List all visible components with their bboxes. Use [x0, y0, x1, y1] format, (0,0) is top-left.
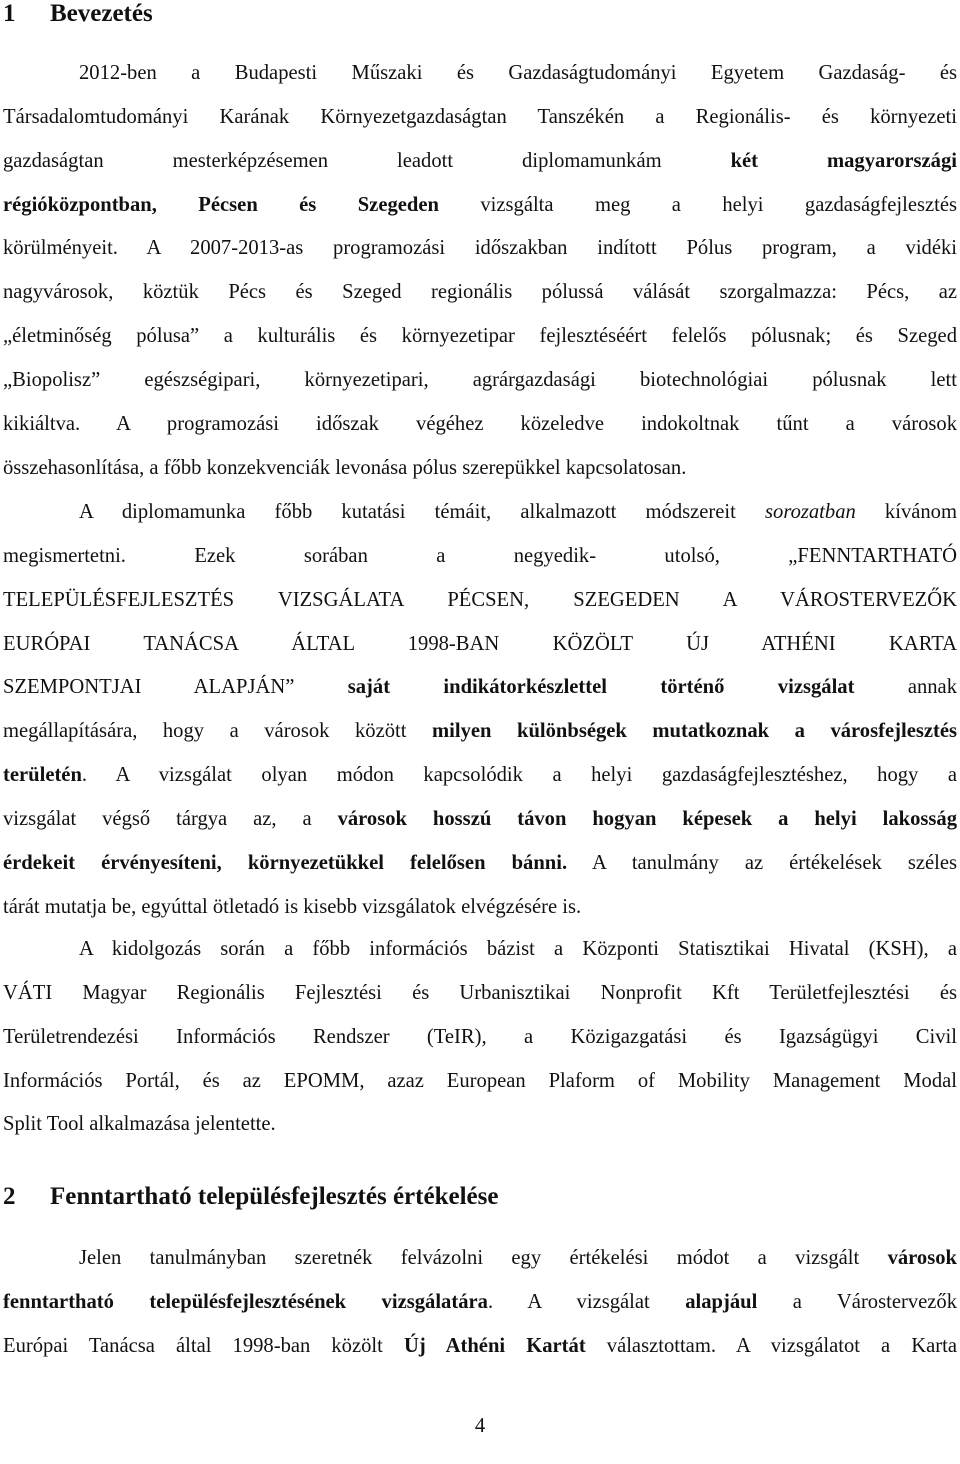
text-line: VÁTI Magyar Regionális Fejlesztési és Urbanisztikai Nonprofit Kft Területfejlesztési és: [3, 981, 957, 1004]
section-2-number: 2: [3, 1183, 16, 1210]
text-line: Jelen tanulmányban szeretnék felvázolni egy értékelési módot a vizsgált városok: [79, 1247, 957, 1269]
bold-text: városok: [887, 1247, 957, 1269]
text-line: „életminőség pólusa” a kulturális és környezetipar fejlesztéséért felelős pólusnak; és Szeged: [3, 325, 957, 348]
text-line: A diplomamunka főbb kutatási témáit, alkalmazott módszereit sorozatban kívánom: [79, 501, 957, 523]
text-line: gazdaságtan mesterképzésemen leadott diplomamunkám két magyarországi: [3, 149, 958, 172]
section-1-heading: [3, 0, 153, 31]
section-1-number: 1: [3, 0, 16, 27]
text-line: megismertetni. Ezek sorában a negyedik- utolsó, „FENNTARTHATÓ: [3, 544, 957, 567]
text-line: fenntartható településfejlesztésének vizsgálatára. A vizsgálat alapjául a Várostervezők: [3, 1290, 958, 1313]
text-line: Területrendezési Információs Rendszer (TeIR), a Közigazgatási és Igazságügyi Civil: [3, 1025, 957, 1048]
bold-text: fenntartható településfejlesztésének vizsgálatára: [3, 1290, 488, 1313]
text-line: A kidolgozás során a főbb információs bázist a Központi Statisztikai Hivatal (KSH), a: [79, 938, 957, 960]
text-line: vizsgálat végső tárgya az, a városok hosszú távon hogyan képesek a helyi lakosság: [3, 807, 957, 830]
bold-text: régióközpontban, Pécsen és Szegeden: [3, 193, 439, 216]
text-line: érdekeit érvényesíteni, környezetükkel felelősen bánni. A tanulmány az értékelések széles: [3, 851, 957, 874]
bold-text: alapjául: [685, 1290, 758, 1313]
text-line: „Biopolisz” egészségipari, környezetipari, agrárgazdasági biotechnológiai pólusnak lett: [3, 368, 957, 391]
intro-paragraph-2: [3, 491, 957, 929]
text-line: tárát mutatja be, egyúttal ötletadó is kisebb vizsgálatok elvégzésére is.: [3, 895, 582, 918]
bold-text: milyen különbségek mutatkoznak a városfejlesztés: [431, 720, 958, 743]
text-line: nagyvárosok, köztük Pécs és Szeged regionális pólussá válását szorgalmazza: Pécs, az: [3, 281, 957, 304]
text-line: 2012-ben a Budapesti Műszaki és Gazdaságtudományi Egyetem Gazdaság- és: [79, 62, 957, 84]
section-2-heading: [3, 1180, 498, 1214]
text-line: Split Tool alkalmazása jelentette.: [3, 1113, 276, 1136]
text-line: Társadalomtudományi Karának Környezetgazdaságtan Tanszékén a Regionális- és környezeti: [3, 105, 957, 128]
bold-text: területén: [3, 764, 82, 787]
text-line: régióközpontban, Pécsen és Szegeden vizsgálta meg a helyi gazdaságfejlesztés: [3, 193, 958, 216]
text-line: TELEPÜLÉSFEJLESZTÉS VIZSGÁLATA PÉCSEN, SZEGEDEN A VÁROSTERVEZŐK: [3, 588, 957, 611]
page-number: 4: [474, 1415, 486, 1437]
section-2-paragraph-1: [3, 1237, 957, 1369]
section-2-title: Fenntartható településfejlesztés értékelése: [50, 1183, 499, 1210]
text-line: megállapítására, hogy a városok között milyen különbségek mutatkoznak a városfejlesztés: [3, 720, 958, 743]
text-line: körülményeit. A 2007-2013-as programozási időszakban indított Pólus program, a vidéki: [3, 237, 957, 260]
bold-text: két magyarországi: [730, 149, 958, 172]
bold-text: Új Athéni Kartát: [403, 1334, 586, 1357]
text-line: SZEMPONTJAI ALAPJÁN” saját indikátorkészlettel történő vizsgálat annak: [3, 676, 957, 699]
text-line: Információs Portál, és az EPOMM, azaz European Plaform of Mobility Management Modal: [3, 1069, 957, 1092]
text-line: Európai Tanácsa által 1998-ban közölt Új Athéni Kartát választottam. A vizsgálatot a Karta: [3, 1334, 958, 1357]
text-line: kikiáltva. A programozási időszak végéhez közeledve indokoltnak tűnt a városok: [3, 412, 957, 435]
text-line: EURÓPAI TANÁCSA ÁLTAL 1998-BAN KÖZÖLT ÚJ ATHÉNI KARTA: [3, 632, 957, 655]
bold-text: saját indikátorkészlettel történő vizsgálat: [347, 676, 855, 699]
section-1-title: Bevezetés: [50, 0, 153, 27]
italic-text: sorozatban: [765, 501, 856, 523]
text-line: összehasonlítása, a főbb konzekvenciák levonása pólus szerepükkel kapcsolatosan.: [3, 456, 687, 479]
bold-text: érdekeit érvényesíteni, környezetükkel felelősen bánni.: [3, 851, 568, 874]
bold-text: városok hosszú távon hogyan képesek a helyi lakosság: [337, 807, 957, 830]
intro-paragraph-1: [3, 52, 957, 490]
intro-paragraph-3: [3, 928, 957, 1147]
text-line: területén. A vizsgálat olyan módon kapcsolódik a helyi gazdaságfejlesztéshez, hogy a: [3, 764, 957, 787]
